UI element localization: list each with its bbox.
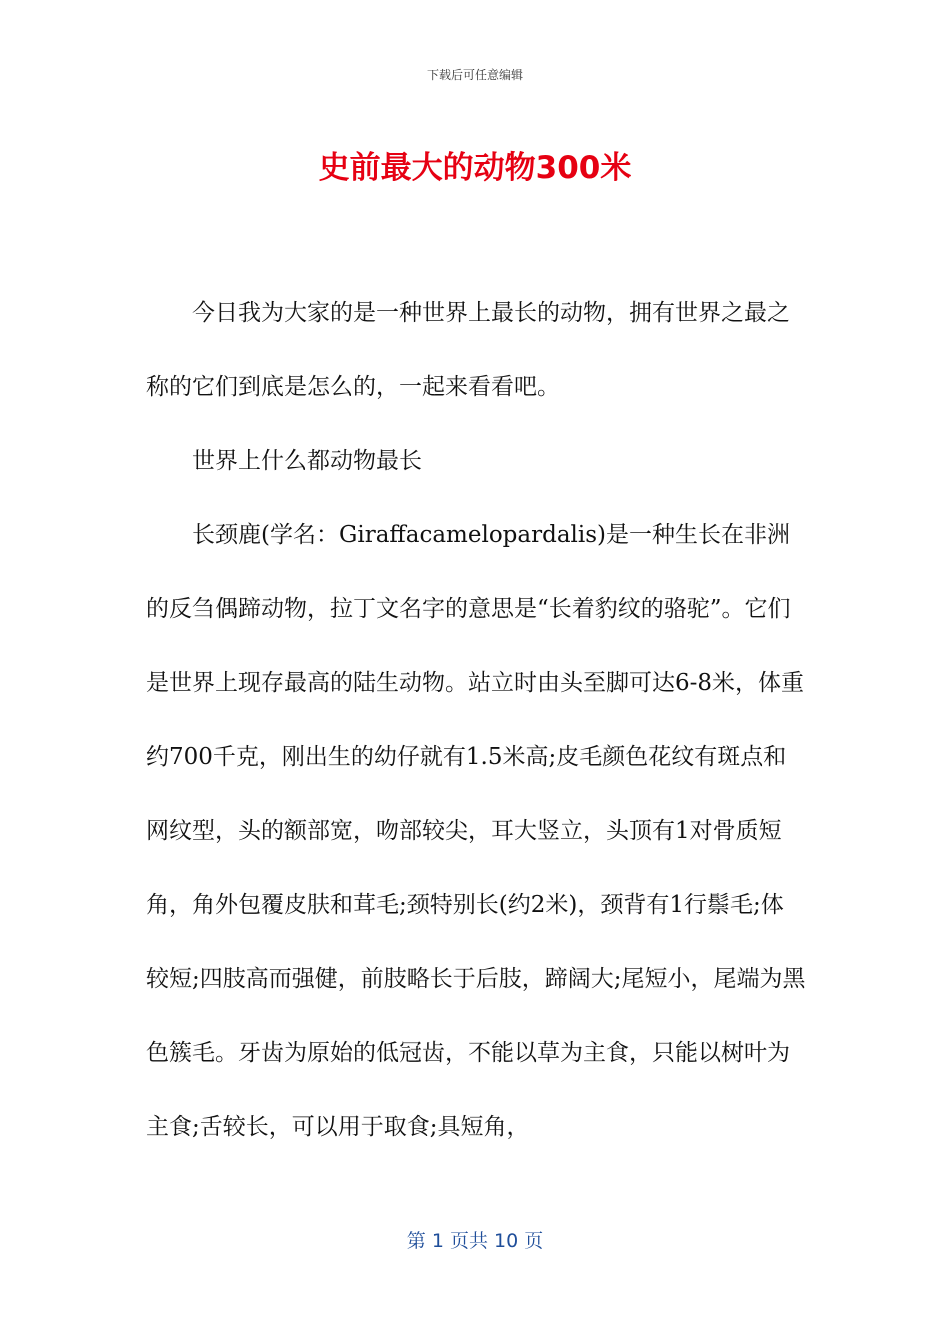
paragraph-heading: 世界上什么都动物最长 [192, 448, 422, 474]
header-note: 下载后可任意编辑 [426, 68, 523, 82]
paragraph-giraffe: 长颈鹿(学名：Giraffacamelopardalis)是一种生长在非洲的反刍偶蹄动物，拉丁文名字的意思是“长着豹纹的骆驼”。它们是世界上现存最高的陆生动物。站立时由头至脚可达6-8米，体重约700千克，刚出生的幼仔就有1.5米高;皮毛颜色花纹有斑点和网纹型，头的额部宽，吻部较尖，耳大竖立，头顶有1对骨质短角，角外包覆皮肤和茸毛;颈特别长(约2米)，颈背有1行鬃毛;体较短;四肢高而强健，前肢略长于后肢，蹄阔大;尾短小，尾端为黑色簇毛。牙齿为原始的低冠齿，不能以草为主食，只能以树叶为主食;舌较长，可以用于取食;具短角， [146, 522, 806, 1140]
document-body [146, 276, 806, 1164]
paragraph-intro: 今日我为大家的是一种世界上最长的动物，拥有世界之最之称的它们到底是怎么的，一起来看看吧。 [146, 300, 790, 400]
page-footer: 第 1 页共 10 页 [406, 1230, 544, 1252]
document-title: 史前最大的动物300米 [318, 150, 632, 186]
